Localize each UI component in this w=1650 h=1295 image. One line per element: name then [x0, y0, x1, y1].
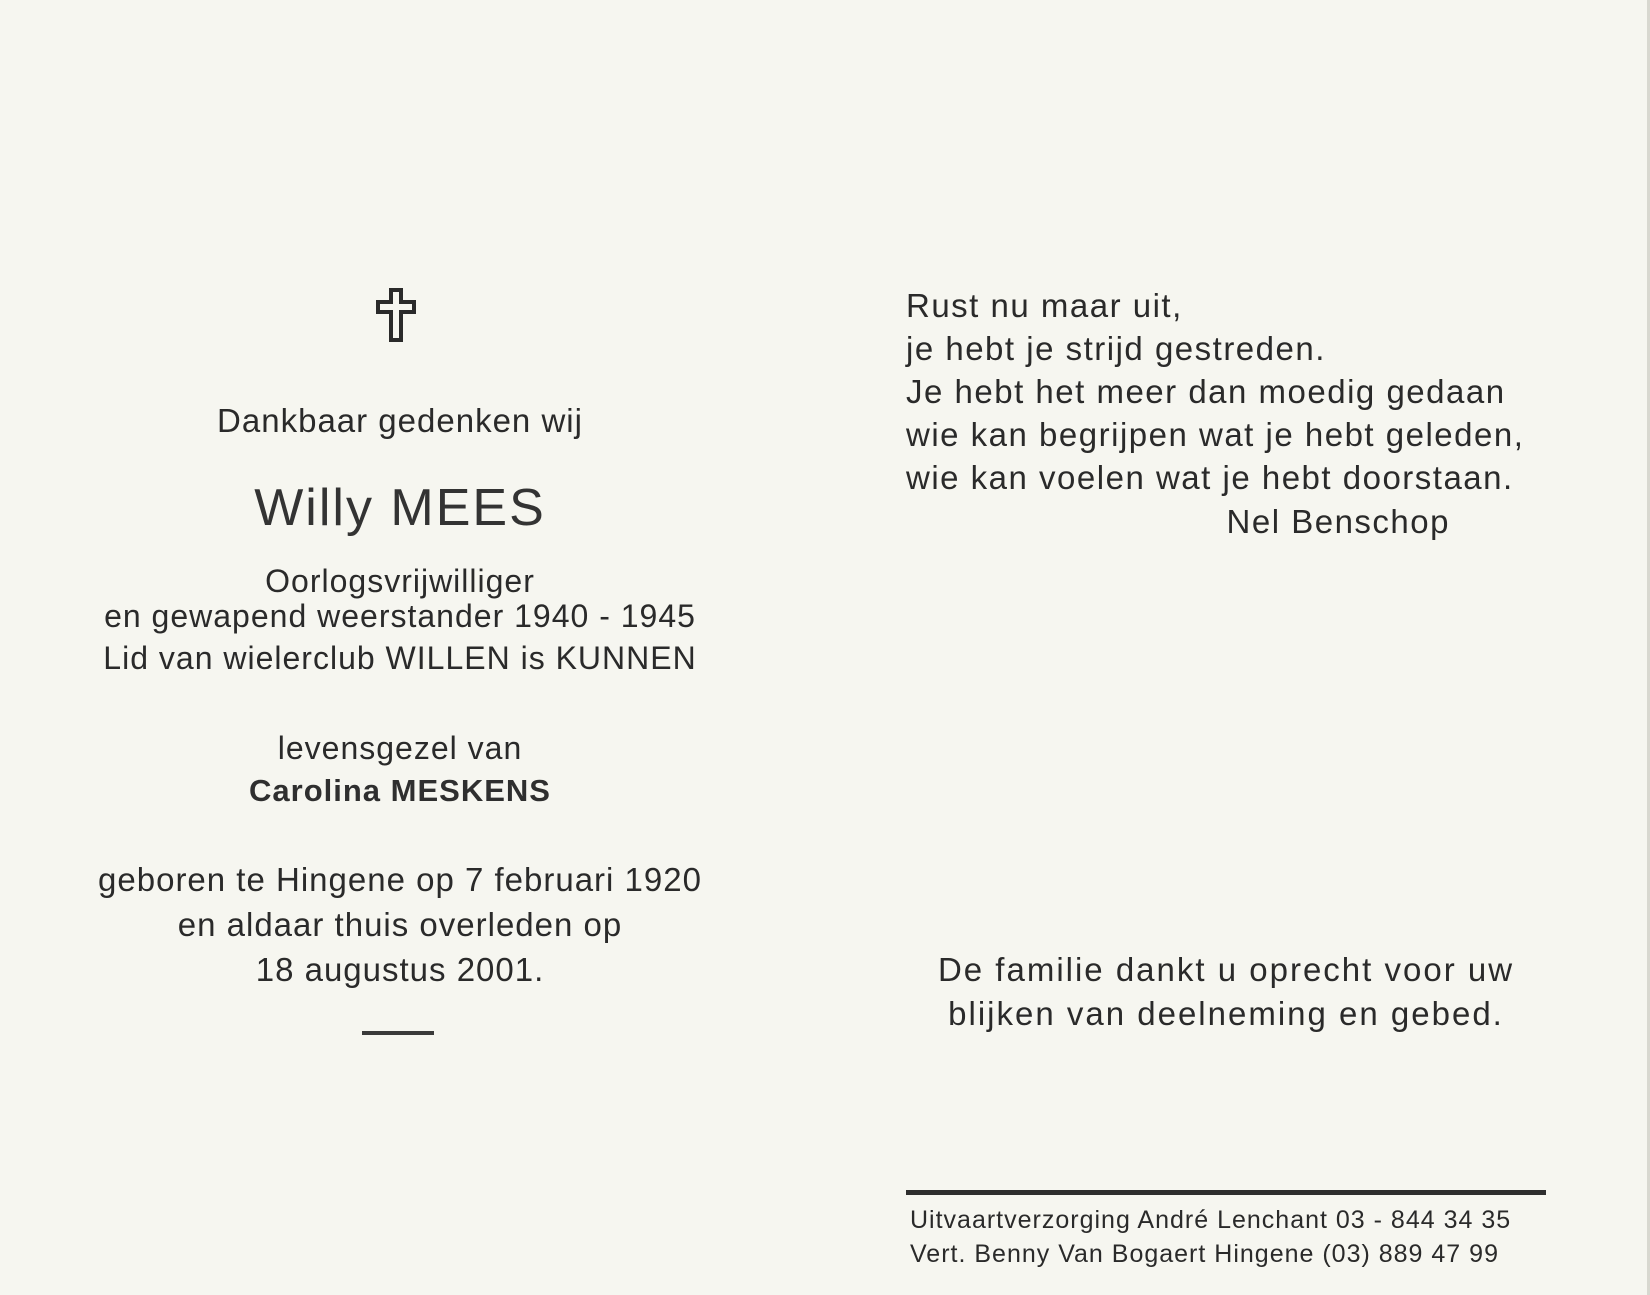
club-line: Lid van wielerclub WILLEN is KUNNEN	[103, 640, 697, 676]
birth-line: geboren te Hingene op 7 februari 1920	[98, 861, 702, 898]
partner-name: Carolina MESKENS	[249, 773, 551, 808]
cross-icon	[374, 288, 418, 342]
intro-text: Dankbaar gedenken wij	[217, 402, 583, 439]
partner-label: levensgezel van	[277, 730, 523, 766]
poem-line: je hebt je strijd gestreden.	[906, 330, 1326, 367]
poem-line: wie kan voelen wat je hebt doorstaan.	[906, 459, 1514, 496]
poem-line: Je hebt het meer dan moedig gedaan	[906, 373, 1506, 410]
title-line-1: Oorlogsvrijwilliger	[265, 563, 535, 599]
funeral-home-line: Uitvaartverzorging André Lenchant 03 - 844 34 35	[910, 1206, 1512, 1234]
death-date: 18 augustus 2001.	[255, 951, 545, 988]
thanks-line-2: blijken van deelneming en gebed.	[948, 995, 1504, 1032]
deceased-name: Willy MEES	[254, 479, 546, 537]
poem-line: wie kan begrijpen wat je hebt geleden,	[906, 416, 1525, 453]
death-line: en aldaar thuis overleden op	[177, 906, 623, 943]
poem-line: Rust nu maar uit,	[906, 287, 1183, 324]
thanks-line-1: De familie dankt u oprecht voor uw	[937, 951, 1515, 988]
title-line-2: en gewapend weerstander 1940 - 1945	[104, 598, 696, 634]
representative-line: Vert. Benny Van Bogaert Hingene (03) 889 47 99	[910, 1240, 1499, 1268]
footer-rule	[906, 1190, 1546, 1195]
separator-dash	[362, 1031, 434, 1035]
poem-author: Nel Benschop	[1226, 503, 1450, 540]
